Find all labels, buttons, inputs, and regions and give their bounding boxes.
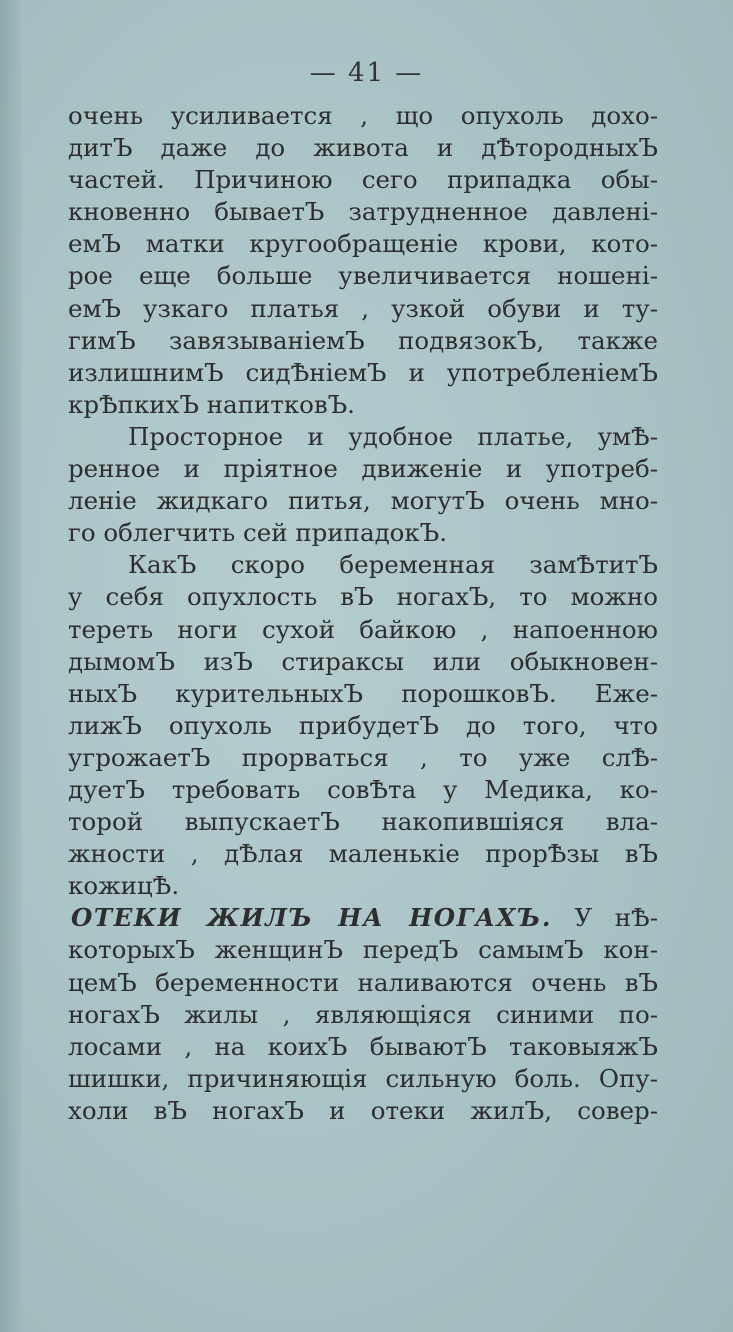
- text-line: дуетЪ требовать совѢта у Медика, ко-: [68, 774, 658, 804]
- text-line: шишки, причиняющія сильную боль. Опу-: [68, 1063, 658, 1093]
- text-line: дитЪ даже до живота и дѢтородныхЪ: [68, 133, 658, 163]
- text-line: ренное и пріятное движеніе и употреб-: [68, 454, 658, 484]
- text-line: жности , дѢлая маленькіе прорѢзы вЪ: [68, 839, 658, 869]
- text-line: кожицѢ.: [68, 871, 180, 901]
- text-line: тереть ноги сухой байкою , напоенною: [68, 614, 658, 644]
- text-line: которыхЪ женщинЪ передЪ самымЪ кон-: [68, 935, 658, 965]
- text-line: Просторное и удобное платье, умѢ-: [128, 421, 658, 451]
- heading-line: [68, 902, 658, 934]
- section-heading: ОТЕКИ ЖИЛЪ НА НОГАХЪ.: [71, 903, 552, 933]
- text-line: у себя опухлость вЪ ногахЪ, то можно: [68, 582, 658, 612]
- text-line: излишнимЪ сидѢніемЪ и употребленіемЪ: [68, 357, 658, 387]
- text-line: лижЪ опухоль прибудетЪ до того, что: [68, 710, 658, 740]
- text-line: дымомЪ изЪ стираксы или обыкновен-: [68, 646, 658, 676]
- text-line: кновенно бываетЪ затрудненное давлені-: [68, 197, 658, 227]
- text-line: торой выпускаетЪ накопившіяся вла-: [68, 807, 658, 837]
- text-line: лосами , на коихЪ бываютЪ таковыяжЪ: [68, 1031, 658, 1061]
- text-line: частей. Причиною сего припадка обы-: [68, 165, 658, 195]
- text-line: холи вЪ ногахЪ и отеки жилЪ, совер-: [68, 1095, 658, 1125]
- paragraph-after-heading: [68, 934, 658, 1127]
- page-binding-shadow: [0, 0, 22, 1332]
- paragraphs-before-heading: [68, 100, 658, 902]
- text-line: ныхЪ курительныхЪ порошковЪ. Еже-: [68, 678, 658, 708]
- text-line: КакЪ скоро беременная замѢтитЪ: [128, 550, 658, 580]
- text-line: леніе жидкаго питья, могутЪ очень мно-: [68, 486, 658, 516]
- body-text: [68, 100, 658, 1127]
- text-line: гимЪ завязываніемЪ подвязокЪ, также: [68, 325, 658, 355]
- heading-line-continuation: У нѢ-: [551, 903, 658, 933]
- page-number: — 41 —: [309, 58, 424, 88]
- text-line: емЪ матки кругообращеніе крови, кото-: [68, 229, 658, 259]
- text-line: ногахЪ жилы , являющіяся синими по-: [68, 999, 658, 1029]
- text-line: очень усиливается , що опухоль дохо-: [68, 101, 658, 130]
- text-line: го облегчить сей припадокЪ.: [68, 518, 447, 548]
- text-line: рое еще больше увеличивается ношені-: [68, 261, 658, 291]
- text-line: емЪ узкаго платья , узкой обуви и ту-: [68, 293, 658, 323]
- text-line: цемЪ беременности наливаются очень вЪ: [68, 967, 658, 997]
- text-line: крѢпкихЪ напитковЪ.: [68, 389, 355, 419]
- text-line: угрожаетЪ прорваться , то уже слѢ-: [68, 742, 658, 772]
